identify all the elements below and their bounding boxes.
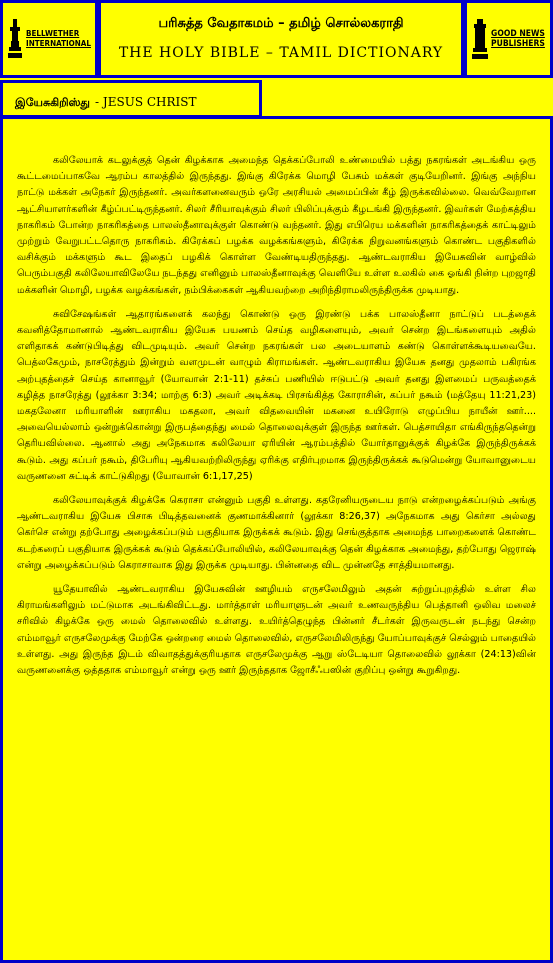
paragraph-2: சுவிசேஷங்கள் ஆதாரங்களைக் கலந்து கொண்டு ஒரு இரண்டு பக்க பாலஸ்தீனா நாட்டுப் படத்தைக் கவனித்தோமானால் ஆண்டவராகிய இயேசு பயணம் செய்த வழிகளையும், அவர் சென்ற இடங்களையும் அதில் எளிதாகக் கண்டுபிடித்து விடமுடியும். அவர் சென்ற நகரங்கள் பல அடையாளம் கண்டு கொள்ளக்கூடியவையே. பெத்லகேமும், நாசரேத்தும் இன்றும் வளமுடன் வாழும் கிராமங்கள். ஆண்டவராகிய இயேசு தனது முதலாம் பகிரங்க அற்புதத்தைச் செய்த கானாவூர் (யோவான் 2:1-11) தச்சுப் பணியில் ஈடுபட்டு அவர் தனது இளமைப் பருவத்தைக் கழித்த நாசரேத்து (லூக்கா 3:34; மாற்கு 6:3) அவர் அடிக்கடி பிரசங்கித்த கோராசின், கப்பர் நகூம் (மத்தேயு 11:21,23) மகதலேனா மரியாளின் ஊராகிய மகதலா, அவர் விதவையின் மகனை உயிரோடு எழுப்பிய நாயீன் ஊர்.... அவையெல்லாம் ஒன்றுக்கொன்று இருபத்தைந்து மைல் தொலைவுக்குள் இருந்த ஊர்கள். பெத்சாயிதா எங்கிருந்ததென்று தெரியவில்லை. ஆனால் அது அநேகமாக கலிலேயா ஏரியின் ஆரம்பத்தில் யோர்தானுக்குக் கிழக்கே இருந்திருக்கக் கூடும். அது கப்பர் நகூம், திபேரியு ஆகியவற்றிலிருந்து ஏரிக்கு எதிர்புறமாக இருந்திருக்கக் கூடுமென்று யோவானுடைய வருணனை சுட்டிக் காட்டுகிறது (யோவான் 6:1,17,25)	[17, 308, 536, 482]
subject-english: - JESUS CHRIST	[95, 95, 197, 109]
bellwether-logo-box	[0, 0, 98, 78]
title-tamil: பரிசுத்த வேதாகமம் – தமிழ் சொல்லகராதி	[158, 16, 404, 31]
article-body	[17, 153, 536, 687]
paragraph-4: யூதேயாவில் ஆண்டவராகிய இயேசுவின் ஊழியம் எருசலேமிலும் அதன் சுற்றுப்புறத்தில் உள்ள சில கிராமங்களிலும் மட்டுமாக அடங்கிவிட்டது. மார்த்தாள் மரியாளுடன் அவர் உணவருந்திய பெத்தானி ஒலிவ மலைச் சரிவில் கிழக்கே ஒரு மைல் தொலைவில் உள்ளது. உயிர்த்தெழுந்த பின்னர் சீடர்கள் இருவருடன் நடந்து சென்ற எம்மாவூர் எருசலேமுக்கு மேற்கே ஒன்றரை மைல் தொலைவில், எருசலேமிலிருந்து யோப்பாவுக்குச் செல்லும் பாதையில் உள்ளது. அது இருந்த இடம் விவாதத்துக்குரியதாக எருசலேமுக்கு ஆறு ஸ்டேடியா தொலைவில் லூக்கா (24:13)வின் வருணனைக்கு ஒத்ததாக எம்மாவூர் என்று ஒரு ஊர் இருந்ததாக ஜோசீஃபஸின் குறிப்பு ஒன்று கூறுகிறது.	[17, 584, 536, 677]
book-emblem-icon	[472, 18, 488, 60]
title-english: THE HOLY BIBLE – TAMIL DICTIONARY	[118, 45, 444, 61]
paragraph-3: கலிலேயாவுக்குக் கிழக்கே கெராசா என்னும் பகுதி உள்ளது. கதரேனியருடைய நாடு என்றழைக்கப்படும் அங்கு ஆண்டவராகிய இயேசு பிசாசு பிடித்தவனைக் குணமாக்கினார் (லூக்கா 8:26,37) அநேகமாக அது கெர்சா அல்லது கெர்செ என்று தற்போது அழைக்கப்படும் பகுதியாக இருக்கக் கூடும். இது செங்குத்தாக அமைந்த பாறைகளைக் கொண்ட கடற்கரைப் பகுதியாக இருக்கக் கூடும் தெக்கப்போலியில், கலிலேயாவுக்கு தென் கிழக்காக அமைந்து, தற்போது ஜெராஷ் என்று அழைக்கப்படும் கெராசாவாக இது இருக்க முடியாது. பின்னதை விட முன்னதே சாத்தியமானது.	[17, 495, 536, 571]
content-box	[0, 116, 553, 963]
bellwether-emblem-icon	[7, 18, 23, 60]
subject-box	[0, 80, 262, 118]
bellwether-logo-text	[26, 29, 91, 49]
subject-tamil: இயேசுகிறிஸ்து	[15, 96, 90, 109]
paragraph-1: கலிலேயாக் கடலுக்குத் தென் கிழக்காக அமைந்த தெக்கப்போலி உண்மையில் பத்து நகரங்கள் அடங்கிய ஒரு கூட்டமைப்பாகவே ஆரம்ப காலத்தில் இருந்தது. இங்கு கிரேக்க மொழி பேசும் மக்கள் குடியேறினர். இங்கு அந்நிய நாட்டு மக்கள் அநேகர் இருந்தனர். அவர்களனைவரும் ஒரே அரசியல் அமைப்பின் கீழ் இருக்கவில்லை. வெவ்வேறான ஆட்சியாளர்களின் கீழ்ப்பட்டிருந்தனர். சிலர் சீரியாவுக்கும் சிலர் பிலிப்புக்கும் கீழடங்கி இருந்தனர். இவர்கள் மேற்கத்திய நாகரிகம் போன்ற நாகரிகத்தை பாலஸ்தீனாவுக்குள் கொண்டு வந்தனர். இது எபிரெய மக்களின் நாகரிகத்தைக் காட்டிலும் முற்றும் வேறுபட்டதொரு நாகரிகம். கிரேக்கப் பழக்க வழக்கங்களும், கிரேக்க நிறுவனங்களும் கொண்ட பகுதிகளில் வசிக்கும் மக்களும் கூட இதைப் பழகிக் கொள்ள வேண்டியதிருந்தது. ஆண்டவராகிய இயேசுவின் வாழ்வில் பெரும்பகுதி கலிலேயாவிலேயே நடந்தது எனினும் பாலஸ்தீனாவுக்கு வெளியே உள்ள உலகில் கை ஓங்கி நின்ற புறஜாதி மக்களின் மொழி, பழக்க வழக்கங்கள், நம்பிக்கைகள் ஆகியவற்றை அறிந்திராமலிருந்திருக்க முடியாது.	[17, 155, 536, 296]
good-news-logo-line2: PUBLISHERS	[491, 39, 545, 49]
title-box	[98, 0, 464, 78]
subject-heading	[15, 91, 197, 111]
good-news-logo-text	[491, 29, 545, 49]
bellwether-logo-line1: BELLWETHER	[26, 29, 80, 38]
good-news-logo-line1: GOOD NEWS	[491, 29, 545, 39]
good-news-logo-box	[464, 0, 553, 78]
bellwether-logo-line2: INTERNATIONAL	[26, 39, 91, 48]
